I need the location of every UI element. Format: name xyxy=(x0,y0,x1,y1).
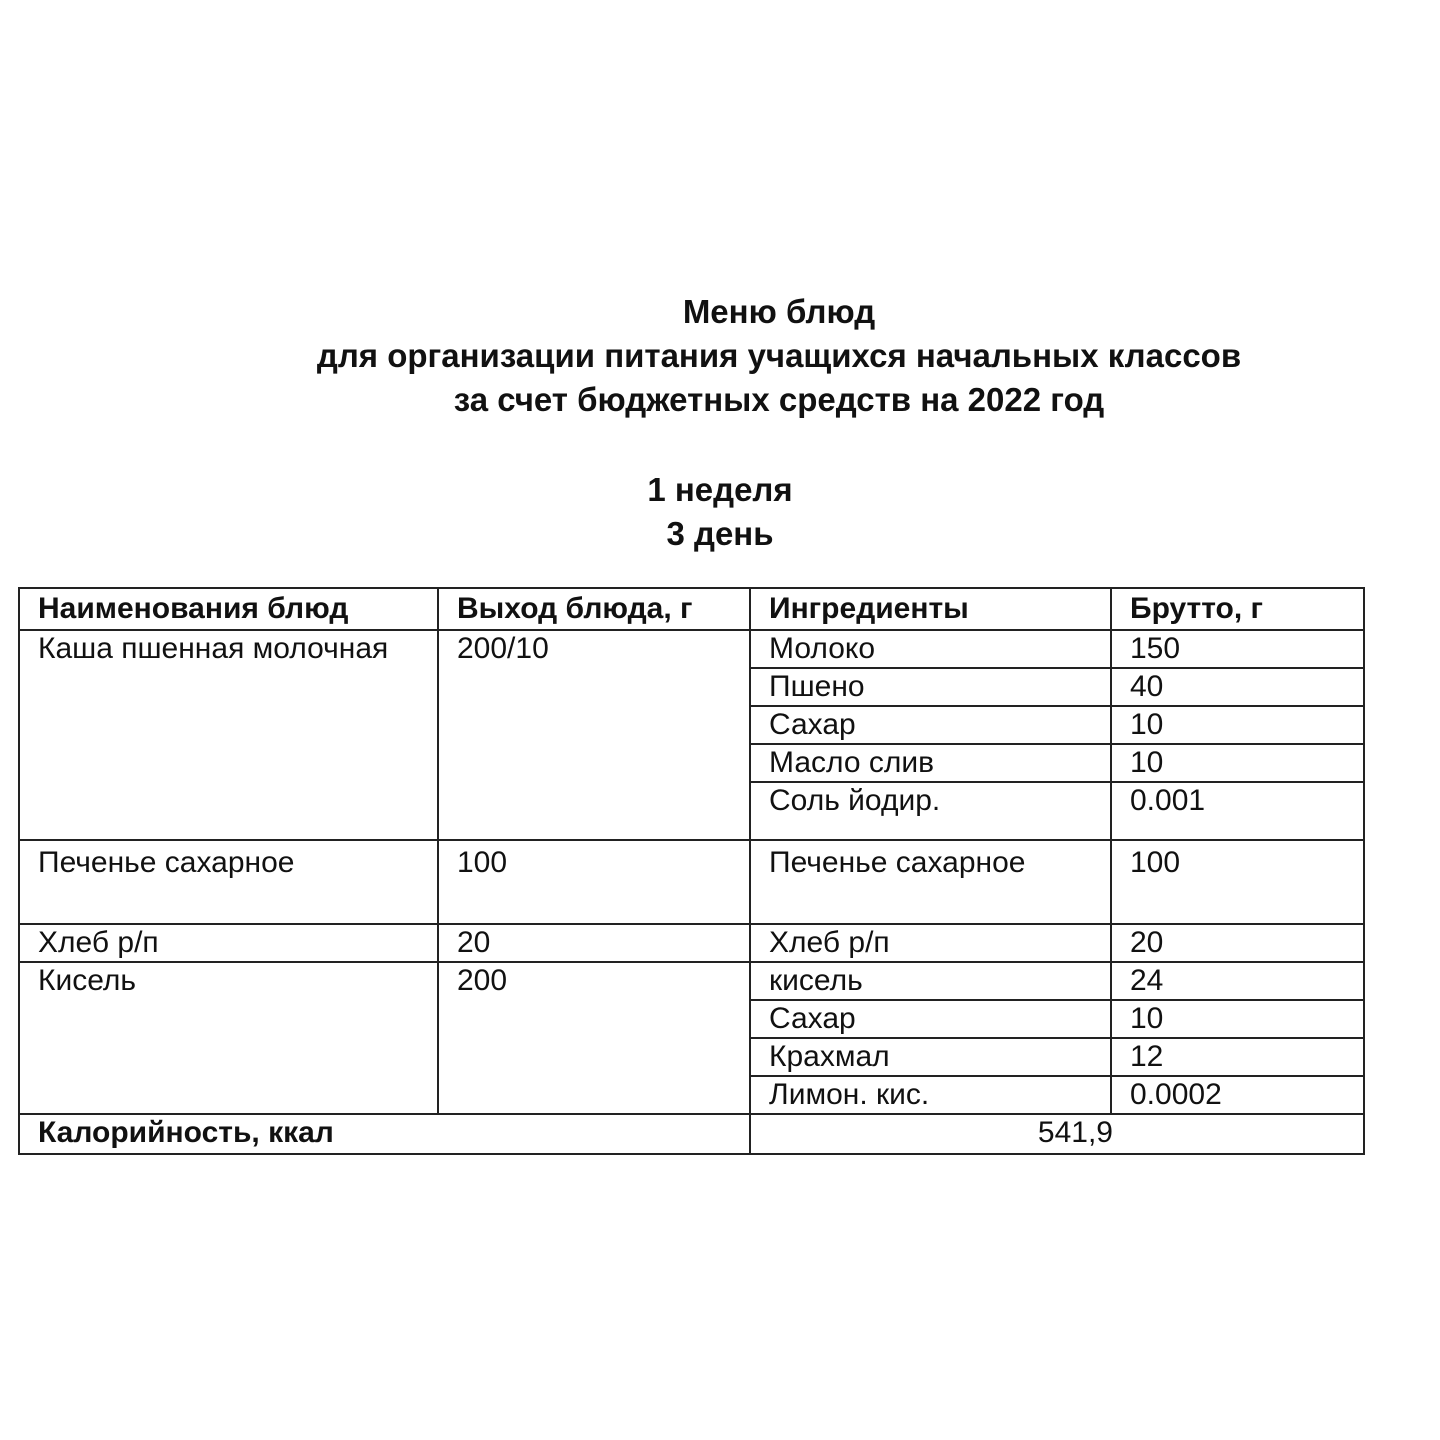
dish-name: Каша пшенная молочная xyxy=(19,630,438,840)
ingredient-name: Сахар xyxy=(750,706,1111,744)
document-title xyxy=(0,290,1440,422)
header-dish-name: Наименования блюд xyxy=(19,588,438,630)
ingredient-name: кисель xyxy=(750,962,1111,1000)
menu-table xyxy=(18,587,1365,1155)
ingredient-name: Крахмал xyxy=(750,1038,1111,1076)
dish-yield: 200/10 xyxy=(438,630,750,840)
title-line-2: для организации питания учащихся начальных классов xyxy=(316,337,1242,374)
title-line-1: Меню блюд xyxy=(682,293,876,330)
ingredient-gross: 100 xyxy=(1111,840,1364,924)
dish-name: Хлеб р/п xyxy=(19,924,438,962)
dish-yield: 100 xyxy=(438,840,750,924)
day-label: 3 день xyxy=(666,515,774,552)
ingredient-name: Молоко xyxy=(750,630,1111,668)
dish-yield: 200 xyxy=(438,962,750,1114)
dish-yield: 20 xyxy=(438,924,750,962)
title-line-3: за счет бюджетных средств на 2022 год xyxy=(453,381,1105,418)
ingredient-gross: 0.0002 xyxy=(1111,1076,1364,1114)
header-yield: Выход блюда, г xyxy=(438,588,750,630)
table-row xyxy=(19,962,1364,1000)
header-gross: Брутто, г xyxy=(1111,588,1364,630)
ingredient-name: Лимон. кис. xyxy=(750,1076,1111,1114)
ingredient-name: Хлеб р/п xyxy=(750,924,1111,962)
ingredient-name: Масло слив xyxy=(750,744,1111,782)
ingredient-gross: 0.001 xyxy=(1111,782,1364,840)
period-heading xyxy=(0,468,1440,556)
total-row xyxy=(19,1114,1364,1154)
table-header-row xyxy=(19,588,1364,630)
ingredient-name: Сахар xyxy=(750,1000,1111,1038)
ingredient-gross: 150 xyxy=(1111,630,1364,668)
calorie-label: Калорийность, ккал xyxy=(19,1114,750,1154)
ingredient-name: Печенье сахарное xyxy=(750,840,1111,924)
calorie-value: 541,9 xyxy=(750,1114,1364,1154)
ingredient-gross: 10 xyxy=(1111,706,1364,744)
dish-name: Печенье сахарное xyxy=(19,840,438,924)
table-row xyxy=(19,630,1364,668)
ingredient-name: Пшено xyxy=(750,668,1111,706)
ingredient-name: Соль йодир. xyxy=(750,782,1111,840)
ingredient-gross: 10 xyxy=(1111,744,1364,782)
header-ingredients: Ингредиенты xyxy=(750,588,1111,630)
ingredient-gross: 20 xyxy=(1111,924,1364,962)
ingredient-gross: 10 xyxy=(1111,1000,1364,1038)
table-row xyxy=(19,924,1364,962)
ingredient-gross: 40 xyxy=(1111,668,1364,706)
ingredient-gross: 12 xyxy=(1111,1038,1364,1076)
table-row xyxy=(19,840,1364,924)
week-label: 1 неделя xyxy=(647,471,793,508)
ingredient-gross: 24 xyxy=(1111,962,1364,1000)
dish-name: Кисель xyxy=(19,962,438,1114)
